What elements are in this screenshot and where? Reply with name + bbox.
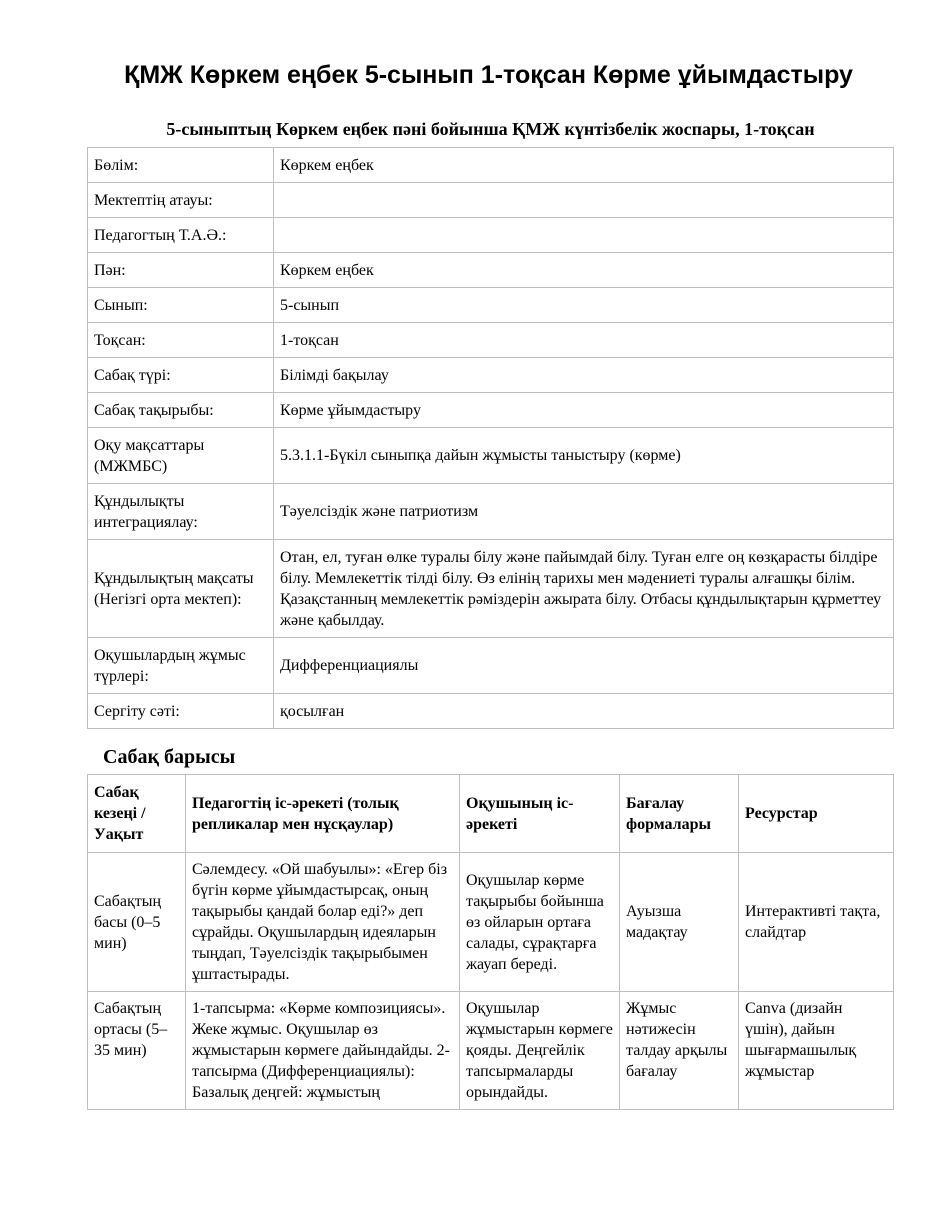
info-label: Мектептің атауы: bbox=[88, 183, 274, 218]
info-label: Сабақ тақырыбы: bbox=[88, 393, 274, 428]
info-row-learning-objectives bbox=[88, 428, 894, 484]
student-activity-cell: Оқушылар көрме тақырыбы бойынша өз ойларын ортаға салады, сұрақтарға жауап береді. bbox=[460, 853, 620, 992]
table-header-row bbox=[88, 775, 894, 853]
column-header-student-activity: Оқушының іс-әрекеті bbox=[460, 775, 620, 853]
page-title: ҚМЖ Көркем еңбек 5-сынып 1-тоқсан Көрме ұйымдастыру bbox=[124, 61, 853, 89]
lesson-flow-table bbox=[87, 774, 894, 1110]
info-label: Тоқсан: bbox=[88, 323, 274, 358]
info-row-school bbox=[88, 183, 894, 218]
info-label: Педагогтың Т.А.Ә.: bbox=[88, 218, 274, 253]
column-header-stage: Сабақ кезеңі / Уақыт bbox=[88, 775, 186, 853]
info-label: Құндылықтың мақсаты (Негізгі орта мектеп): bbox=[88, 540, 274, 638]
info-row-value-integration bbox=[88, 484, 894, 540]
info-label: Оқушылардың жұмыс түрлері: bbox=[88, 638, 274, 694]
assessment-cell: Ауызша мадақтау bbox=[620, 853, 739, 992]
column-header-resources: Ресурстар bbox=[739, 775, 894, 853]
info-row-work-types bbox=[88, 638, 894, 694]
assessment-cell: Жұмыс нәтижесін талдау арқылы бағалау bbox=[620, 992, 739, 1110]
info-row-lesson-type bbox=[88, 358, 894, 393]
info-value bbox=[274, 218, 894, 253]
info-label: Сергіту сәті: bbox=[88, 694, 274, 729]
column-header-assessment: Бағалау формалары bbox=[620, 775, 739, 853]
stage-cell: Сабақтың басы (0–5 мин) bbox=[88, 853, 186, 992]
resources-cell: Canva (дизайн үшін), дайын шығармашылық жұмыстар bbox=[739, 992, 894, 1110]
table-row bbox=[88, 992, 894, 1110]
table-row bbox=[88, 853, 894, 992]
info-row-quarter bbox=[88, 323, 894, 358]
info-value bbox=[274, 183, 894, 218]
info-value: 5.3.1.1-Бүкіл сыныпқа дайын жұмысты таныстыру (көрме) bbox=[274, 428, 894, 484]
info-value: қосылған bbox=[274, 694, 894, 729]
student-activity-cell: Оқушылар жұмыстарын көрмеге қояды. Деңгейлік тапсырмаларды орындайды. bbox=[460, 992, 620, 1110]
info-value: Тәуелсіздік және патриотизм bbox=[274, 484, 894, 540]
info-label: Бөлім: bbox=[88, 148, 274, 183]
column-header-teacher-activity: Педагогтің іс-әрекеті (толық репликалар мен нұсқаулар) bbox=[186, 775, 460, 853]
info-label: Сынып: bbox=[88, 288, 274, 323]
info-label: Оқу мақсаттары (МЖМБС) bbox=[88, 428, 274, 484]
info-value: 5-сынып bbox=[274, 288, 894, 323]
info-row-grade bbox=[88, 288, 894, 323]
plan-heading: 5-сыныптың Көркем еңбек пәні бойынша ҚМЖ күнтізбелік жоспары, 1-тоқсан bbox=[166, 119, 815, 139]
info-row-subject bbox=[88, 253, 894, 288]
lesson-info-table bbox=[87, 147, 894, 729]
info-row-value-goal bbox=[88, 540, 894, 638]
info-value: Көрме ұйымдастыру bbox=[274, 393, 894, 428]
info-value: Отан, ел, туған өлке туралы білу және пайымдай білу. Туған елге оң көзқарасты білдіре білу. Мемлекеттік тілді білу. Өз елінің тарихы мен мәдениеті туралы алғашқы білім. Қазақстанның мемлекеттік рәміздерін ажырата білу. Отбасы құндылықтарын құрметтеу және қабылдау. bbox=[274, 540, 894, 638]
info-row-teacher bbox=[88, 218, 894, 253]
info-value: Көркем еңбек bbox=[274, 253, 894, 288]
stage-cell: Сабақтың ортасы (5–35 мин) bbox=[88, 992, 186, 1110]
info-label: Құндылықты интеграциялау: bbox=[88, 484, 274, 540]
info-value: Дифференциациялы bbox=[274, 638, 894, 694]
info-label: Сабақ түрі: bbox=[88, 358, 274, 393]
info-row-section bbox=[88, 148, 894, 183]
info-label: Пән: bbox=[88, 253, 274, 288]
info-value: Білімді бақылау bbox=[274, 358, 894, 393]
teacher-activity-cell: Сәлемдесу. «Ой шабуылы»: «Егер біз бүгін көрме ұйымдастырсақ, оның тақырыбы қандай болар еді?» деп сұрайды. Оқушылардың идеяларын тыңдап, Тәуелсіздік тақырыбымен ұштастырады. bbox=[186, 853, 460, 992]
info-value: Көркем еңбек bbox=[274, 148, 894, 183]
info-value: 1-тоқсан bbox=[274, 323, 894, 358]
lesson-section-title: Сабақ барысы bbox=[103, 746, 236, 768]
info-row-refresh-moment bbox=[88, 694, 894, 729]
info-row-lesson-topic bbox=[88, 393, 894, 428]
resources-cell: Интерактивті тақта, слайдтар bbox=[739, 853, 894, 992]
teacher-activity-cell: 1-тапсырма: «Көрме композициясы». Жеке жұмыс. Оқушылар өз жұмыстарын көрмеге дайындайды. 2-тапсырма (Дифференциациялы): Базалық деңгей: жұмыстың bbox=[186, 992, 460, 1110]
